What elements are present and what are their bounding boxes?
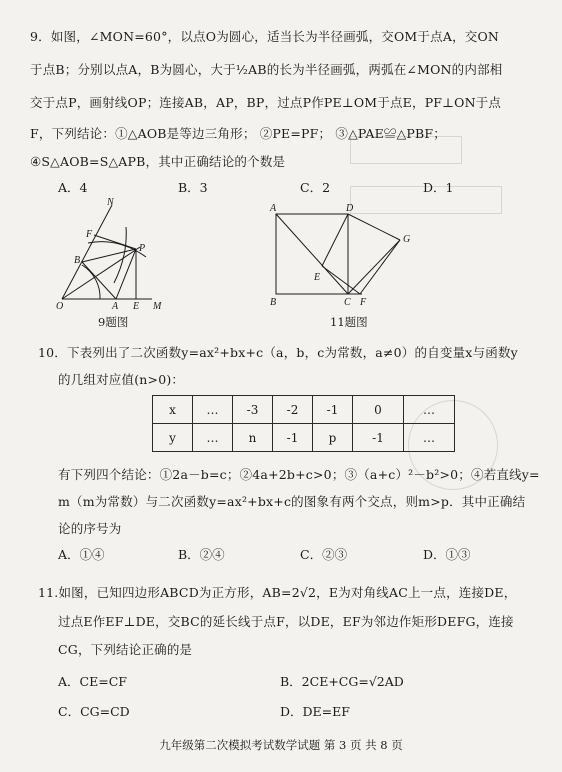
label-d: D — [346, 203, 354, 214]
label-c: C — [344, 297, 351, 308]
table-row-y — [153, 424, 455, 452]
q9-options — [58, 178, 538, 196]
q10-after-line-2: m（m为常数）与二次函数y=ax²+bx+c的图象有两个交点，则m>p．其中正确结 — [58, 494, 526, 509]
q11-option-c[interactable]: C．CG=CD — [58, 704, 130, 719]
table-cell: -2 — [273, 396, 313, 424]
label-a: A — [112, 301, 119, 310]
table-cell: … — [404, 396, 455, 424]
label-o: O — [56, 301, 64, 310]
label-a: A — [270, 203, 277, 214]
value-table — [152, 395, 455, 452]
q9-option-a[interactable]: A．4 — [58, 180, 88, 195]
label-b: B — [270, 297, 277, 308]
q11-line-2: 过点E作EF⊥DE，交BC的延长线于点F，以DE，EF为邻边作矩形DEFG，连接 — [58, 614, 514, 629]
diagonal-ac — [276, 214, 348, 294]
table-cell: -3 — [233, 396, 273, 424]
segment-ef — [322, 266, 360, 294]
q11-option-a[interactable]: A．CE=CF — [58, 674, 127, 689]
arc-ab — [82, 265, 100, 299]
label-m: M — [153, 301, 162, 310]
segment-ab — [82, 262, 116, 299]
segment-de — [322, 214, 348, 266]
table-cell: p — [313, 424, 353, 452]
q9-line-5: ④S△AOB=S△APB，其中正确结论的个数是 — [30, 154, 286, 169]
q11-options-row-2 — [58, 702, 538, 720]
q9-figure-caption: 9题图 — [98, 315, 129, 329]
table-cell: -1 — [273, 424, 313, 452]
table-cell: … — [193, 424, 233, 452]
q10-option-d[interactable]: D．①③ — [423, 547, 471, 562]
q10-after-line-3: 论的序号为 — [58, 521, 122, 536]
label-n: N — [107, 197, 114, 208]
segment-cg — [348, 240, 400, 294]
label-g: G — [403, 234, 411, 245]
q11-line-1: 11.如图，已知四边形ABCD为正方形，AB=2√2，E为对角线AC上一点，连接DE， — [38, 585, 517, 600]
ray-on — [62, 205, 112, 299]
label-b: B — [74, 255, 81, 266]
q9-option-b[interactable]: B．3 — [178, 180, 208, 195]
q11-figure-caption: 11题图 — [330, 315, 368, 329]
table-cell: n — [233, 424, 273, 452]
q10-option-c[interactable]: C．②③ — [300, 547, 348, 562]
q10-option-b[interactable]: B．②④ — [178, 547, 225, 562]
q9-option-c[interactable]: C．2 — [300, 180, 331, 195]
q11-option-d[interactable]: D．DE=EF — [280, 704, 350, 719]
q10-line-1: 10．下表列出了二次函数y=ax²+bx+c（a，b，c为常数，a≠0）的自变量x与函数y — [38, 345, 518, 360]
q9-line-1: 9．如图，∠MON=60°，以点O为圆心，适当长为半径画弧，交OM于点A，交ON — [30, 29, 500, 44]
table-row-x — [153, 396, 455, 424]
q10-line-2: 的几组对应值(n>0)： — [58, 372, 185, 387]
label-p: P — [139, 243, 146, 254]
q10-after-line-1: 有下列四个结论：①2a－b=c；②4a+2b+c>0；③（a+c）²－b²>0；④若直线y= — [58, 467, 540, 482]
q10-option-a[interactable]: A．①④ — [58, 547, 105, 562]
table-cell: 0 — [353, 396, 404, 424]
q11-figure — [262, 200, 422, 310]
q9-line-4: F，下列结论：①△AOB是等边三角形； ②PE=PF； ③△PAE≌△PBF； — [30, 126, 446, 141]
label-f: F — [360, 297, 367, 308]
segment-dg — [348, 214, 400, 240]
q9-option-d[interactable]: D．1 — [423, 180, 454, 195]
label-e: E — [314, 272, 321, 283]
table-cell: … — [404, 424, 455, 452]
q11-option-b[interactable]: B．2CE+CG=√2AD — [280, 674, 404, 689]
segment-gf — [360, 240, 400, 294]
q11-line-3: CG，下列结论正确的是 — [58, 642, 193, 657]
q9-figure — [52, 195, 177, 310]
table-cell: … — [193, 396, 233, 424]
table-cell: y — [153, 424, 193, 452]
q11-options-row-1 — [58, 672, 538, 690]
label-f: F — [86, 229, 93, 240]
q9-line-2: 于点B；分别以点A，B为圆心，大于½AB的长为半径画弧，两弧在∠MON的内部相 — [30, 62, 503, 77]
arc-from-a — [114, 227, 126, 283]
label-e: E — [133, 301, 140, 310]
q9-line-3: 交于点P，画射线OP；连接AB，AP，BP，过点P作PE⊥OM于点E，PF⊥ON于点 — [30, 95, 502, 110]
table-cell: -1 — [313, 396, 353, 424]
page-footer: 九年级第二次模拟考试数学试题 第 3 页 共 8 页 — [159, 738, 403, 752]
table-cell: x — [153, 396, 193, 424]
q10-options — [58, 545, 538, 563]
table-cell: -1 — [353, 424, 404, 452]
